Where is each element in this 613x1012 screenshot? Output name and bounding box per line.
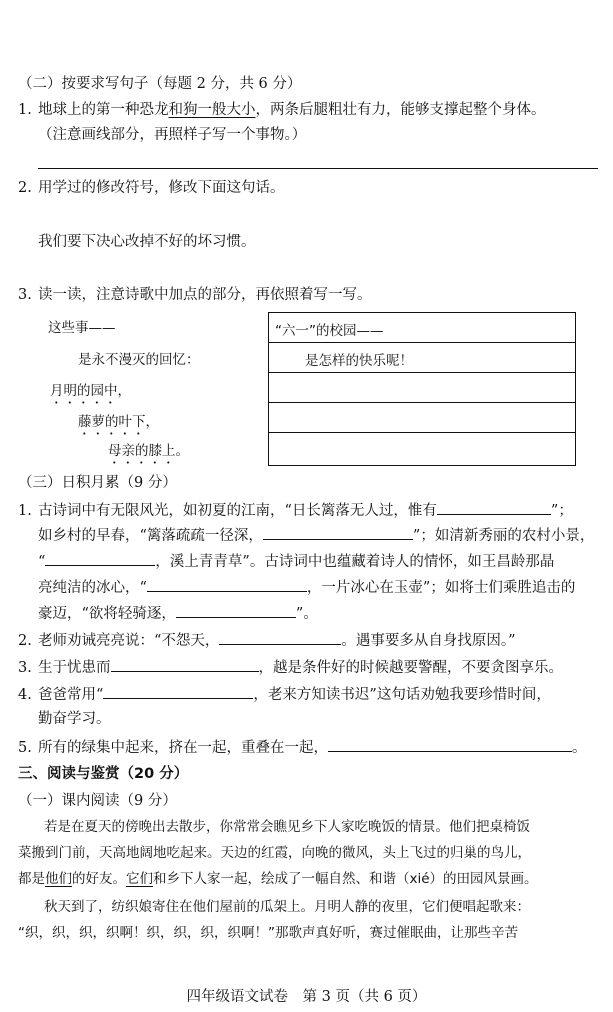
- question-number: 1.: [18, 503, 32, 519]
- section-header-accumulation: （三）日积月累（9 分）: [18, 475, 177, 491]
- grid-answer-row[interactable]: [269, 403, 575, 433]
- question-number: 3.: [18, 660, 32, 676]
- fill-blank[interactable]: [176, 602, 296, 618]
- question-text: 亮纯洁的冰心，“: [38, 580, 147, 596]
- imitation-writing-grid: [268, 312, 576, 466]
- question-text: ”。: [295, 606, 318, 622]
- question-1-note: （注意画线部分，再照样子写一个事物。）: [38, 127, 307, 143]
- grid-row: [269, 313, 575, 343]
- fill-blank[interactable]: [111, 656, 259, 672]
- fill-blank[interactable]: [147, 576, 307, 592]
- fill-blank[interactable]: [45, 550, 155, 566]
- question-text: ，溪上青青草”。古诗词中也蕴藏着诗人的情怀，如王昌龄那晶: [155, 554, 555, 570]
- question-number: 4.: [18, 687, 32, 703]
- question-1-line: [38, 524, 601, 547]
- poem-line: 这些事——: [48, 320, 116, 336]
- sentence-to-fix: 我们要下决心改掉不好的坏习惯。: [38, 234, 256, 250]
- section-header-sentences: （二）按要求写句子（每题 2 分，共 6 分）: [18, 76, 302, 92]
- question-text: 读一读，注意诗歌中加点的部分，再依照着写一写。: [38, 287, 372, 303]
- question-text: 所有的绿集中起来，挤在一起，重叠在一起，: [38, 740, 328, 756]
- grid-answer-row[interactable]: [269, 373, 575, 403]
- question-text: 爸爸常用“: [38, 687, 104, 703]
- underlined-word: 它们: [126, 871, 153, 887]
- question-number: 2.: [18, 633, 32, 649]
- poem-line-dotted: 母亲的膝上。: [108, 443, 189, 459]
- question-text: 古诗词中有无限风光，如初夏的江南，“日长篱落无人过，惟有: [38, 503, 437, 519]
- question-4-line: 勤奋学习。: [38, 711, 111, 727]
- passage-text: 的好友。: [72, 871, 126, 887]
- question-number: 2.: [18, 180, 32, 196]
- question-text: ，越是条件好的时候越要警醒，不要贪图享乐。: [258, 660, 563, 676]
- fill-blank[interactable]: [103, 683, 253, 699]
- passage-line: 若是在夏天的傍晚出去散步，你常常会瞧见乡下人家吃晚饭的情景。他们把桌椅饭: [44, 819, 530, 835]
- fill-blank[interactable]: [437, 499, 551, 515]
- grid-row-text: 是怎样的快乐呢！: [305, 353, 413, 369]
- question-text: 。遇事要多从自身找原因。”: [341, 633, 516, 649]
- question-text: 如乡村的早春，“篱落疏疏一径深，: [38, 528, 263, 544]
- question-3: [18, 284, 601, 306]
- question-3: [18, 656, 601, 679]
- question-text: ，两条后腿粗壮有力，能够支撑起整个身体。: [255, 102, 546, 118]
- poem-line-dotted: 月明的园中，: [50, 383, 131, 399]
- underlined-phrase: 和狗一般大小: [168, 102, 256, 118]
- question-text: ”；如清新秀丽的农村小景，: [412, 528, 595, 544]
- grid-row-text: “六一”的校园——: [275, 323, 384, 339]
- underlined-word: 他们: [45, 871, 72, 887]
- grid-row: [269, 343, 575, 373]
- question-text: 用学过的修改符号，修改下面这句话。: [38, 180, 285, 196]
- question-2: [18, 629, 601, 652]
- passage-line: 秋天到了，纺织娘寄住在他们屋前的瓜架上。月明人静的夜里，它们便唱起歌来：: [44, 899, 530, 915]
- passage-line: “织，织，织，织啊！织，织，织，织啊！”那歌声真好听，赛过催眠曲，让那些辛苦: [18, 925, 518, 941]
- subsection-heading: （一）课内阅读（9 分）: [18, 793, 177, 809]
- question-1: [18, 99, 601, 121]
- passage-line: [18, 866, 601, 892]
- answer-line[interactable]: [38, 168, 598, 169]
- question-text: 生于忧患而: [38, 660, 111, 676]
- grid-answer-row[interactable]: [269, 433, 575, 462]
- question-2: [18, 177, 601, 199]
- question-text: 老师劝诫亮亮说：“不怨天，: [38, 633, 220, 649]
- question-text: 。: [572, 740, 587, 756]
- question-number: 3.: [18, 287, 32, 303]
- passage-line: 菜搬到门前，天高地阔地吃起来。天边的红霞，向晚的微风，头上飞过的归巢的鸟儿，: [18, 845, 531, 861]
- poem-line-dotted: 藤萝的叶下，: [78, 414, 159, 430]
- question-text: ，一片冰心在玉壶”；如将士们乘胜追击的: [306, 580, 576, 596]
- question-1-line: [38, 576, 601, 599]
- passage-text: 都是: [18, 871, 45, 887]
- question-text: ”；: [550, 503, 573, 519]
- fill-blank[interactable]: [328, 736, 572, 752]
- question-text: 豪迈，“欲将轻骑逐，: [38, 606, 176, 622]
- question-1: [18, 499, 601, 522]
- section-heading-reading: 三、阅读与鉴赏（20 分）: [18, 766, 189, 782]
- question-1-line: [38, 550, 601, 573]
- question-text: “: [38, 554, 46, 570]
- fill-blank[interactable]: [219, 629, 341, 645]
- fill-blank[interactable]: [263, 524, 413, 540]
- question-text: 地球上的第一种恐龙: [38, 102, 169, 118]
- question-4: [18, 683, 601, 706]
- question-number: 1.: [18, 102, 32, 118]
- page-footer: 四年级语文试卷 第 3 页（共 6 页）: [186, 989, 427, 1005]
- question-5: [18, 736, 601, 759]
- question-number: 5.: [18, 740, 32, 756]
- question-1-line: [38, 602, 601, 625]
- question-text: ，老来方知读书迟”这句话劝勉我要珍惜时间，: [253, 687, 551, 703]
- passage-text: 和乡下人家一起，绘成了一幅自然、和谐（xié）的田园风景画。: [153, 871, 538, 887]
- poem-line: 是永不漫灭的回忆：: [78, 352, 200, 368]
